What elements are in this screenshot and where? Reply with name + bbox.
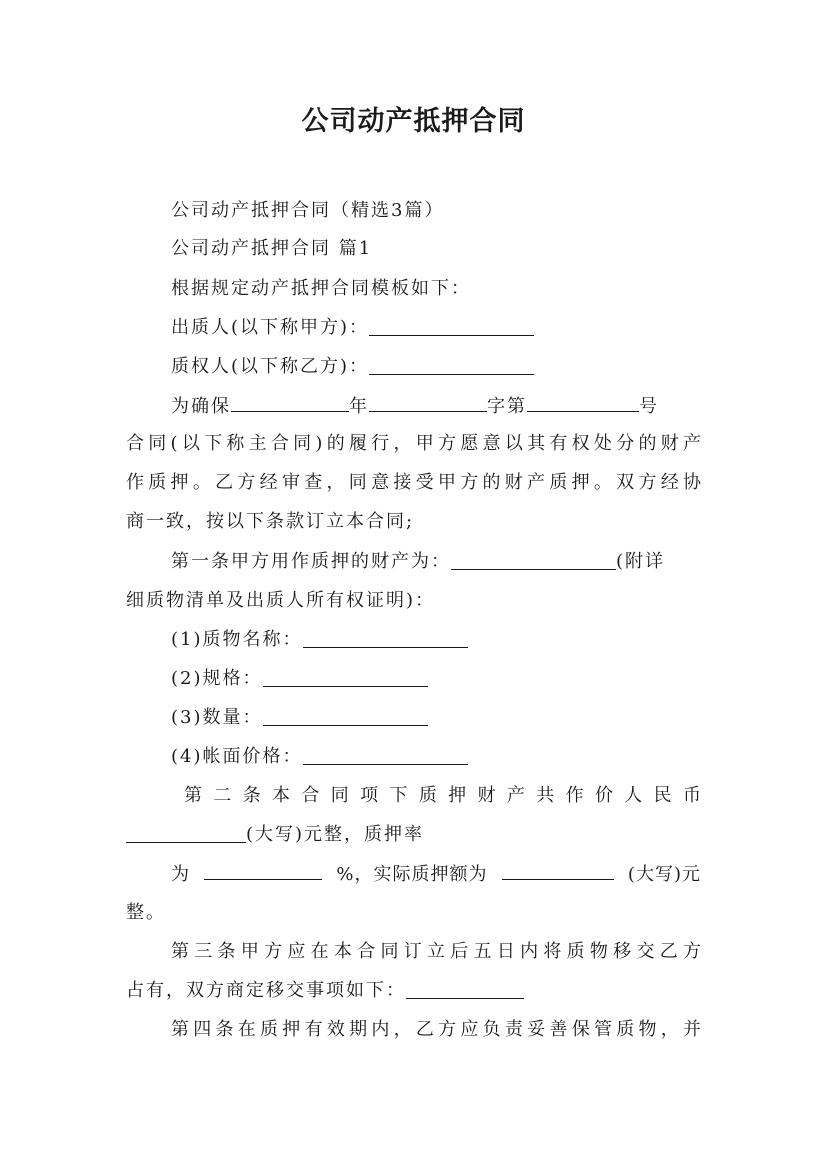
pledgor-line: 出质人(以下称甲方)： (171, 315, 701, 341)
subtitle-line: 公司动产抵押合同（精选3篇） (171, 200, 445, 221)
paragraph-line: 商一致，按以下条款订立本合同; (126, 511, 415, 532)
item-quantity-line: (3)数量： (171, 705, 701, 731)
pledgee-line: 质权人(以下称乙方)： (171, 354, 701, 380)
intro-line: 根据规定动产抵押合同模板如下： (171, 278, 471, 299)
article-4-line: 第四条在质押有效期内，乙方应负责妥善保管质物，并 (171, 1019, 701, 1040)
paragraph-line: 占有，双方商定移交事项如下： (126, 978, 701, 1004)
blank-field (231, 393, 349, 412)
blank-field (369, 356, 534, 375)
article-2-line: 第二条本合同项下质押财产共作价人民币 (184, 785, 701, 806)
blank-field (126, 824, 246, 843)
paragraph-line: 合同(以下称主合同)的履行，甲方愿意以其有权处分的财产 (126, 433, 701, 454)
item-name-line: (1)质物名称： (171, 627, 701, 653)
blank-field (263, 668, 428, 687)
section-heading: 公司动产抵押合同 篇1 (171, 238, 373, 259)
blank-field (451, 551, 616, 570)
blank-field (263, 707, 428, 726)
paragraph-line: 整。 (126, 902, 166, 923)
blank-field (406, 980, 524, 999)
blank-field (204, 861, 322, 880)
paragraph-line: (大写)元整，质押率 (126, 822, 701, 848)
document-title: 公司动产抵押合同 (301, 106, 526, 137)
blank-field (369, 317, 534, 336)
blank-field (527, 393, 639, 412)
article-1-line: 第一条甲方用作质押的财产为： (附详 (171, 551, 666, 572)
blank-field (303, 629, 468, 648)
blank-field (369, 393, 487, 412)
article-3-line: 第三条甲方应在本合同订立后五日内将质物移交乙方 (171, 941, 701, 962)
blank-field (502, 861, 614, 880)
guarantee-line: 为确保 年 字第 号 (171, 393, 701, 420)
item-spec-line: (2)规格： (171, 666, 701, 692)
item-price-line: (4)帐面价格： (171, 744, 701, 770)
paragraph-line: 作质押。乙方经审查，同意接受甲方的财产质押。双方经协 (126, 472, 701, 493)
paragraph-line: 细质物清单及出质人所有权证明)： (126, 590, 436, 611)
rate-line: 为 %，实际质押额为 (大写)元 (171, 861, 701, 888)
blank-field (303, 746, 468, 765)
